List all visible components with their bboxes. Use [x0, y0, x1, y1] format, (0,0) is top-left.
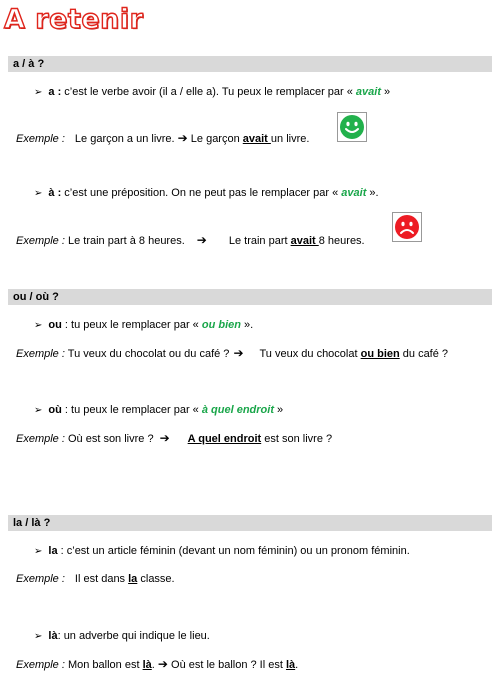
- rule-text: : tu peux le remplacer par «: [61, 404, 202, 416]
- example-sentence: Le garçon a un livre.: [74, 133, 175, 145]
- replacement-word: avait: [355, 86, 381, 98]
- rule-word: a :: [48, 86, 62, 98]
- example-after-post: 8 heures.: [318, 235, 365, 247]
- example-sentence: Où est son livre ?: [64, 433, 154, 445]
- rule-end: »: [273, 404, 284, 416]
- example-after-pre: Tu veux du chocolat: [259, 348, 361, 360]
- rule-word: où: [48, 404, 62, 416]
- example-label: Exemple :: [16, 133, 65, 145]
- arrow-right-icon: ➔: [159, 431, 170, 445]
- example-after-word: ou bien: [360, 348, 400, 360]
- rule-la-accent: [34, 629, 210, 644]
- section-header-ou: ou / où ?: [8, 289, 492, 305]
- example-a-accent: [16, 233, 365, 248]
- replacement-word: avait: [341, 187, 367, 199]
- happy-face-icon: [337, 112, 367, 142]
- replacement-word: à quel endroit: [201, 404, 274, 416]
- example-a: [16, 131, 309, 146]
- example-label: Exemple :: [16, 235, 65, 247]
- example-after-post: un livre.: [270, 133, 310, 145]
- example-pre: Mon ballon est: [64, 659, 143, 671]
- sad-face-icon: [392, 212, 422, 242]
- example-label: Exemple :: [16, 433, 65, 445]
- example-label: Exemple :: [16, 659, 65, 671]
- section-header-la: la / là ?: [8, 515, 492, 531]
- rule-ou-accent: [34, 403, 283, 418]
- rule-text: c’est une préposition. On ne peut pas le remplacer par «: [61, 187, 342, 199]
- rule-text: : tu peux le remplacer par «: [61, 319, 202, 331]
- arrow-right-icon: ➔: [177, 131, 188, 145]
- example-sentence: Le train part à 8 heures.: [64, 235, 185, 247]
- section-header-a: a / à ?: [8, 56, 492, 72]
- arrow-right-icon: ➔: [157, 657, 168, 671]
- example-label: Exemple :: [16, 348, 65, 360]
- example-after-word: A quel endroit: [187, 433, 262, 445]
- rule-end: »: [381, 86, 391, 98]
- example-label: Exemple :: [16, 573, 65, 585]
- rule-a-accent: [34, 186, 379, 201]
- example-pre: Il est dans: [74, 573, 129, 585]
- example-after-word: avait: [290, 235, 319, 247]
- rule-ou: [34, 318, 253, 333]
- rule-text: c’est le verbe avoir (il a / elle a). Tu peux le remplacer par «: [61, 86, 356, 98]
- rule-word: à :: [48, 187, 62, 199]
- example-word: la: [128, 573, 138, 585]
- bullet-arrow-icon: ➢: [34, 188, 43, 199]
- bullet-arrow-icon: ➢: [34, 87, 43, 98]
- rule-word: la: [48, 545, 58, 557]
- arrow-right-icon: ➔: [196, 233, 207, 247]
- replacement-word: ou bien: [201, 319, 241, 331]
- example-post: Où est le ballon ? Il est: [167, 659, 286, 671]
- example-la-accent: [16, 657, 298, 672]
- example-word: là: [142, 659, 152, 671]
- rule-end: ».: [366, 187, 379, 199]
- example-after-pre: Le train part: [228, 235, 291, 247]
- rule-word: là: [48, 630, 58, 642]
- example-end: .: [295, 659, 299, 671]
- example-after-post: du café ?: [399, 348, 449, 360]
- example-post: classe.: [137, 573, 175, 585]
- bullet-arrow-icon: ➢: [34, 546, 43, 557]
- rule-end: ».: [240, 319, 254, 331]
- example-mid: .: [151, 659, 158, 671]
- rule-la: [34, 544, 410, 559]
- bullet-arrow-icon: ➢: [34, 631, 43, 642]
- rule-a: [34, 85, 390, 100]
- example-word-2: là: [285, 659, 296, 671]
- example-sentence: Tu veux du chocolat ou du café ?: [64, 348, 230, 360]
- example-ou-accent: [16, 431, 332, 446]
- page-title: A retenir: [4, 4, 144, 35]
- example-after-post: est son livre ?: [261, 433, 333, 445]
- rule-word: ou: [48, 319, 62, 331]
- example-after-word: avait: [242, 133, 271, 145]
- arrow-right-icon: ➔: [233, 346, 244, 360]
- rule-text: : un adverbe qui indique le lieu.: [57, 630, 210, 642]
- bullet-arrow-icon: ➢: [34, 320, 43, 331]
- rule-text: : c’est un article féminin (devant un nom féminin) ou un pronom féminin.: [57, 545, 410, 557]
- example-la: [16, 572, 175, 586]
- example-after-pre: Le garçon: [190, 133, 243, 145]
- example-ou: [16, 346, 448, 361]
- bullet-arrow-icon: ➢: [34, 405, 43, 416]
